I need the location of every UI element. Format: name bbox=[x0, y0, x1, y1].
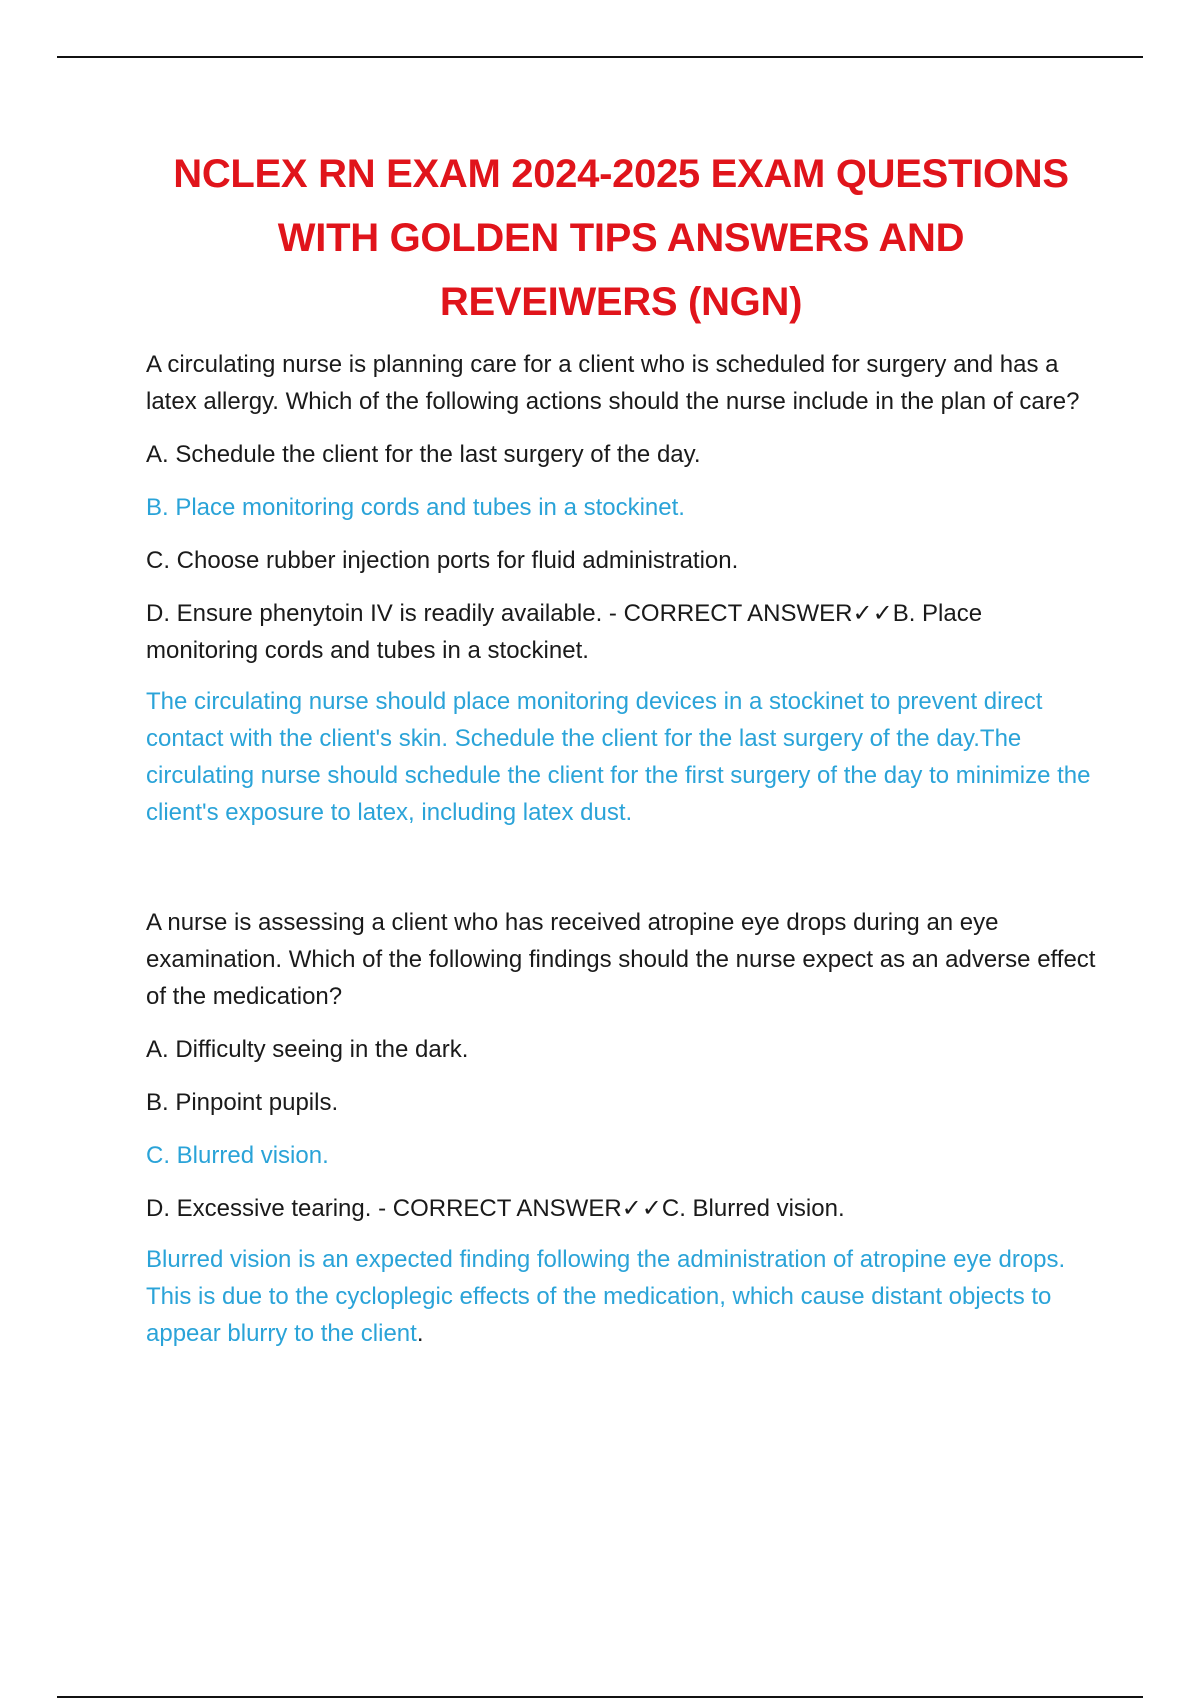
question-1 bbox=[146, 346, 1096, 831]
question-spacer bbox=[146, 831, 1096, 904]
question-2-option-b: B. Pinpoint pupils. bbox=[146, 1089, 339, 1116]
question-1-option-a: A. Schedule the client for the last surgery of the day. bbox=[146, 441, 701, 468]
top-divider bbox=[57, 56, 1143, 58]
title-line-2: WITH GOLDEN TIPS ANSWERS AND bbox=[277, 216, 965, 260]
question-2-rationale-tail: . bbox=[416, 1320, 424, 1347]
question-1-option-b-correct: B. Place monitoring cords and tubes in a stockinet. bbox=[146, 494, 685, 521]
document-title bbox=[146, 142, 1096, 334]
title-line-1: NCLEX RN EXAM 2024-2025 EXAM QUESTIONS bbox=[173, 152, 1069, 196]
question-1-option-c: C. Choose rubber injection ports for fluid administration. bbox=[146, 547, 739, 574]
question-2 bbox=[146, 904, 1096, 1352]
question-1-option-d-answer: D. Ensure phenytoin IV is readily available. - CORRECT ANSWER✓✓B. Place monitoring cords and tubes in a stockinet. bbox=[146, 600, 983, 664]
title-line-3: REVEIWERS (NGN) bbox=[439, 280, 803, 324]
document-body bbox=[146, 142, 1096, 1352]
question-1-rationale-text: The circulating nurse should place monitoring devices in a stockinet to prevent direct contact with the client's skin. Schedule the client for the last surgery of the day.The circulating nurse should schedule the client for the first surgery of the day to minimize the client's exposure to latex, including latex dust. bbox=[146, 688, 1091, 826]
question-2-rationale bbox=[146, 1241, 1096, 1352]
question-2-option-c-correct: C. Blurred vision. bbox=[146, 1142, 329, 1169]
question-2-stem: A nurse is assessing a client who has received atropine eye drops during an eye examination. Which of the following findings should the nurse expect as an adverse effect of the medication? bbox=[146, 909, 1096, 1010]
question-1-rationale bbox=[146, 683, 1096, 831]
question-2-option-d-answer: D. Excessive tearing. - CORRECT ANSWER✓✓C. Blurred vision. bbox=[146, 1195, 845, 1222]
question-2-option-a: A. Difficulty seeing in the dark. bbox=[146, 1036, 469, 1063]
question-1-stem: A circulating nurse is planning care for a client who is scheduled for surgery and has a latex allergy. Which of the following actions should the nurse include in the plan of care? bbox=[146, 351, 1080, 415]
bottom-divider bbox=[57, 1696, 1143, 1698]
question-2-rationale-text: Blurred vision is an expected finding following the administration of atropine eye drops. This is due to the cycloplegic effects of the medication, which cause distant objects to appear blurry to the client bbox=[146, 1246, 1066, 1347]
